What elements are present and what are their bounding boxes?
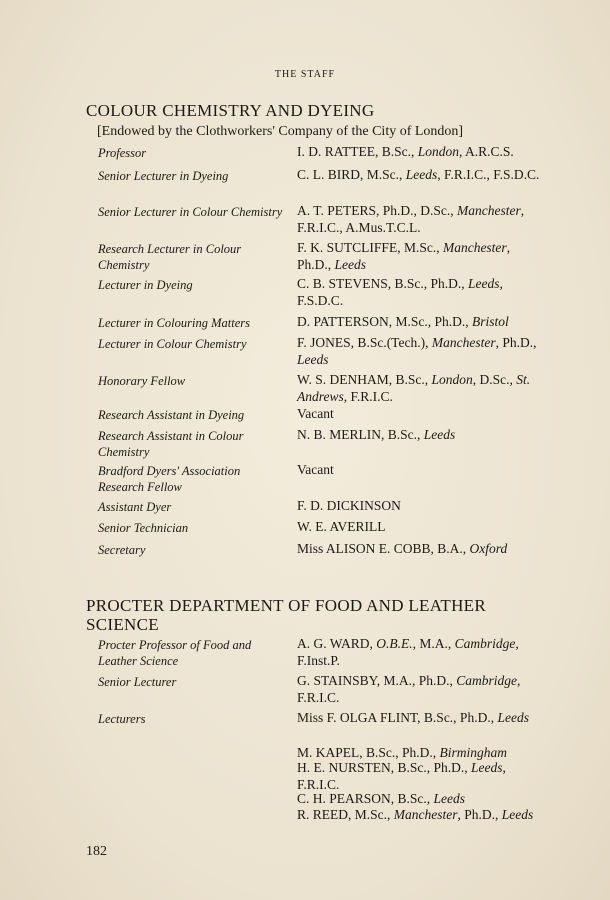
position-title: Professor — [98, 146, 147, 160]
position-title: Secretary — [98, 543, 146, 557]
page-number: 182 — [86, 844, 107, 859]
staff-name: M. KAPEL, B.Sc., Ph.D., Birmingham — [297, 745, 508, 760]
staff-name: F. JONES, B.Sc.(Tech.), Manchester, Ph.D., Leeds — [297, 335, 537, 367]
position-title: Research Lecturer in Colour Chemistry — [98, 242, 242, 272]
section-title-procter-department: PROCTER DEPARTMENT OF FOOD AND LEATHER SCIENCE — [86, 596, 487, 634]
position-title: Honorary Fellow — [98, 374, 186, 388]
staff-name: W. E. AVERILL — [297, 519, 386, 534]
position-title: Senior Lecturer — [98, 675, 177, 689]
position-title: Lecturer in Colouring Matters — [98, 316, 250, 330]
position-title: Lecturers — [98, 712, 146, 726]
staff-name: C. H. PEARSON, B.Sc., Leeds — [297, 791, 466, 806]
position-title: Lecturer in Dyeing — [98, 278, 193, 292]
position-title: Bradford Dyers' Association Research Fellow — [98, 464, 241, 494]
staff-name: A. G. WARD, O.B.E., M.A., Cambridge, F.Inst.P. — [297, 636, 519, 668]
position-title: Lecturer in Colour Chemistry — [98, 337, 247, 351]
position-title: Procter Professor of Food and Leather Science — [98, 638, 252, 668]
position-title: Senior Technician — [98, 521, 189, 535]
staff-name: C. L. BIRD, M.Sc., Leeds, F.R.I.C., F.S.D.C. — [297, 167, 540, 182]
running-head: THE STAFF — [274, 69, 336, 80]
staff-name: Miss ALISON E. COBB, B.A., Oxford — [297, 541, 508, 556]
staff-name: H. E. NURSTEN, B.Sc., Ph.D., Leeds, F.R.I.C. — [297, 760, 506, 792]
position-title: Senior Lecturer in Dyeing — [98, 169, 229, 183]
position-title: Assistant Dyer — [98, 500, 172, 514]
staff-name: Miss F. OLGA FLINT, B.Sc., Ph.D., Leeds — [297, 710, 529, 725]
staff-name: D. PATTERSON, M.Sc., Ph.D., Bristol — [297, 314, 509, 329]
staff-name: A. T. PETERS, Ph.D., D.Sc., Manchester, F.R.I.C., A.Mus.T.C.L. — [297, 203, 525, 235]
staff-name: N. B. MERLIN, B.Sc., Leeds — [297, 427, 456, 442]
position-title: Senior Lecturer in Colour Chemistry — [98, 205, 283, 219]
section-title-colour-chemistry: COLOUR CHEMISTRY AND DYEING — [86, 101, 375, 120]
staff-name: G. STAINSBY, M.A., Ph.D., Cambridge, F.R.I.C. — [297, 673, 521, 705]
staff-name: I. D. RATTEE, B.Sc., London, A.R.C.S. — [297, 144, 514, 159]
position-title: Research Assistant in Dyeing — [98, 408, 245, 422]
staff-name: W. S. DENHAM, B.Sc., London, D.Sc., St. Andrews, F.R.I.C. — [297, 372, 531, 404]
staff-name: F. D. DICKINSON — [297, 498, 401, 513]
staff-name: Vacant — [297, 462, 334, 477]
staff-name: C. B. STEVENS, B.Sc., Ph.D., Leeds, F.S.D.C. — [297, 276, 503, 308]
staff-name: Vacant — [297, 406, 334, 421]
staff-name: F. K. SUTCLIFFE, M.Sc., Manchester, Ph.D., Leeds — [297, 240, 511, 272]
endowment-note: [Endowed by the Clothworkers' Company of the City of London] — [97, 124, 464, 139]
position-title: Research Assistant in Colour Chemistry — [98, 429, 244, 459]
staff-name: R. REED, M.Sc., Manchester, Ph.D., Leeds — [297, 807, 534, 822]
